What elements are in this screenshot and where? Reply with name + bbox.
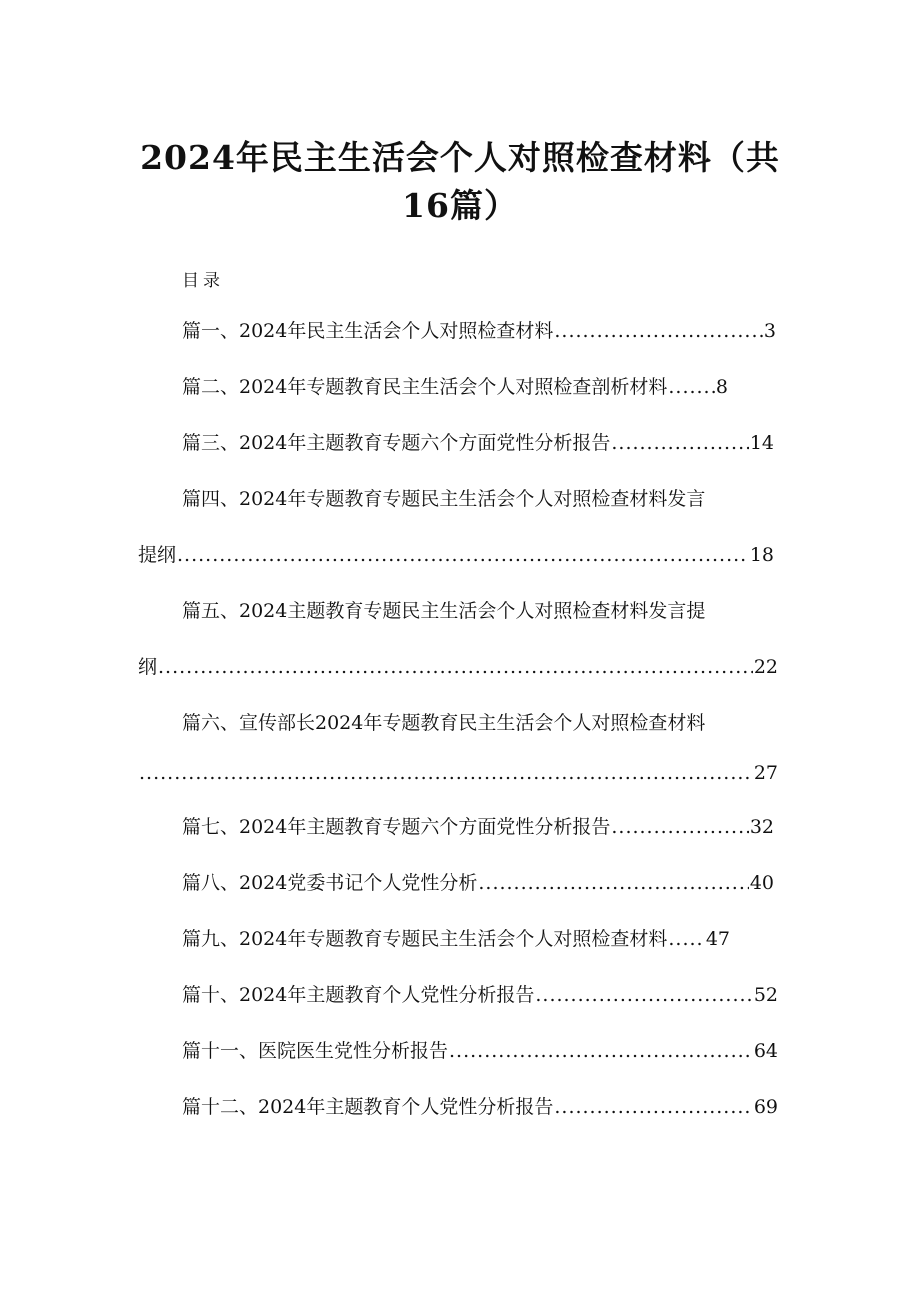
toc-entry-page: 3 xyxy=(763,320,776,342)
toc-entry-title: 篇九、2024年专题教育专题民主生活会个人对照检查材料 xyxy=(182,928,668,950)
toc-entry[interactable] xyxy=(182,1094,778,1120)
toc-entry[interactable] xyxy=(182,318,776,344)
toc-entry-title: 篇二、2024年专题教育民主生活会个人对照检查剖析材料 xyxy=(182,376,668,398)
toc-entry[interactable] xyxy=(182,870,774,896)
toc-entry-page: 27 xyxy=(753,762,778,784)
toc-entry-page: 32 xyxy=(749,816,774,838)
toc-entry-title-continued: 提纲 xyxy=(138,544,177,566)
toc-leader-dots xyxy=(478,870,748,896)
toc-leader-dots xyxy=(158,654,753,680)
toc-entry-page: 14 xyxy=(749,432,774,454)
toc-leader-dots xyxy=(177,542,749,568)
toc-entry-page: 18 xyxy=(749,544,774,566)
toc-entry-page: 69 xyxy=(753,1096,778,1118)
toc-leader-dots xyxy=(554,318,763,344)
toc-entry-title: 篇七、2024年主题教育专题六个方面党性分析报告 xyxy=(182,816,611,838)
toc-entry-title: 篇十二、2024年主题教育个人党性分析报告 xyxy=(182,1096,554,1118)
toc-entry-title-continued: 纲 xyxy=(138,656,158,678)
toc-leader-dots xyxy=(139,760,753,786)
toc-entry-page: 22 xyxy=(753,656,778,678)
toc-entry-title[interactable]: 篇四、2024年专题教育专题民主生活会个人对照检查材料发言 xyxy=(182,488,706,510)
toc-entry-page: 52 xyxy=(753,984,778,1006)
toc-entry[interactable] xyxy=(182,982,778,1008)
toc-entry-page: 8 xyxy=(715,376,728,398)
toc-entry[interactable] xyxy=(182,926,730,952)
toc-entry-title: 篇三、2024年主题教育专题六个方面党性分析报告 xyxy=(182,432,611,454)
toc-entry-continuation[interactable] xyxy=(138,760,778,786)
toc-leader-dots xyxy=(668,374,715,400)
toc-entry-continuation[interactable] xyxy=(138,654,778,680)
toc-entry-page: 64 xyxy=(753,1040,778,1062)
toc-entry-page: 40 xyxy=(749,872,774,894)
toc-entry-title[interactable]: 篇六、宣传部长2024年专题教育民主生活会个人对照检查材料 xyxy=(182,712,706,734)
toc-leader-dots xyxy=(535,982,752,1008)
toc-entry[interactable] xyxy=(182,814,774,840)
toc-entry-page: 47 xyxy=(705,928,730,950)
toc-entry[interactable] xyxy=(182,374,728,400)
toc-entry-continuation[interactable] xyxy=(138,542,774,568)
toc-heading: 目录 xyxy=(182,271,224,291)
toc-entry-title: 篇十一、医院医生党性分析报告 xyxy=(182,1040,449,1062)
document-title-line-1: 2024年民主生活会个人对照检查材料（共 xyxy=(140,138,780,177)
toc-entry-title: 篇八、2024党委书记个人党性分析 xyxy=(182,872,478,894)
toc-leader-dots xyxy=(554,1094,752,1120)
toc-entry[interactable] xyxy=(182,430,774,456)
document-title-line-2: 16篇） xyxy=(402,186,518,225)
toc-leader-dots xyxy=(449,1038,753,1064)
toc-leader-dots xyxy=(611,814,748,840)
toc-leader-dots xyxy=(611,430,748,456)
toc-entry-title: 篇一、2024年民主生活会个人对照检查材料 xyxy=(182,320,554,342)
toc-entry-title: 篇十、2024年主题教育个人党性分析报告 xyxy=(182,984,535,1006)
toc-entry[interactable] xyxy=(182,1038,778,1064)
toc-leader-dots xyxy=(668,926,704,952)
toc-entry-title[interactable]: 篇五、2024主题教育专题民主生活会个人对照检查材料发言提 xyxy=(182,600,706,622)
